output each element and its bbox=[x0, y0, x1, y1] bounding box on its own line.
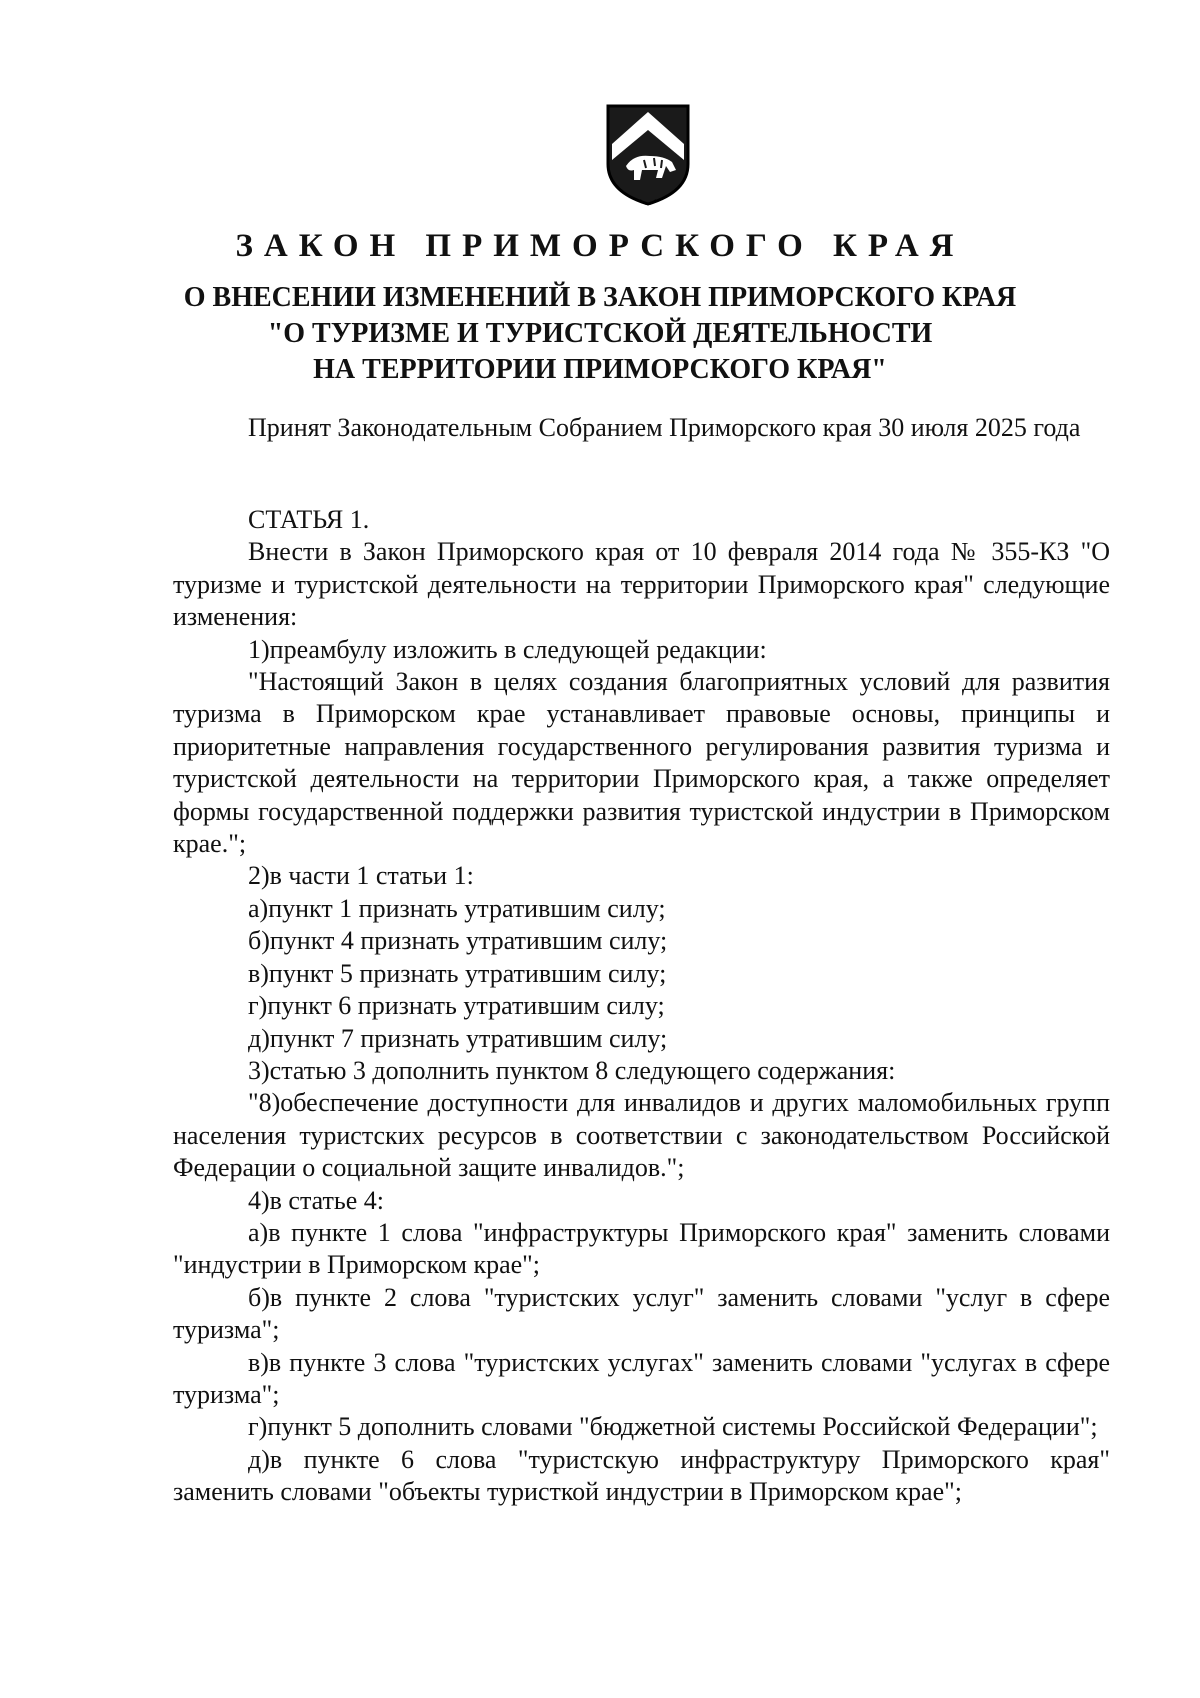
article-paragraph: а)пункт 1 признать утратившим силу; bbox=[248, 893, 666, 923]
coat-of-arms-icon bbox=[600, 100, 696, 208]
article-paragraph: д)в пункте 6 слова "туристскую инфраструктуру Приморского края" заменить словами "объекты туристкой индустрии в Приморском крае"; bbox=[173, 1444, 1110, 1507]
article-paragraph: в)пункт 5 признать утратившим силу; bbox=[248, 958, 667, 988]
article-paragraph: а)в пункте 1 слова "инфраструктуры Приморского края" заменить словами "индустрии в Приморском крае"; bbox=[173, 1217, 1110, 1280]
article-paragraph: "Настоящий Закон в целях создания благоприятных условий для развития туризма в Приморском крае устанавливает правовые основы, принципы и приоритетные направления государственного регулирования развития туризма и туристской деятельности на территории Приморского края, а также определяет формы государственной поддержки развития туристской индустрии в Приморском крае."; bbox=[173, 667, 1110, 859]
article-paragraph: г)пункт 5 дополнить словами "бюджетной системы Российской Федерации"; bbox=[248, 1412, 1098, 1442]
article-paragraph: 2)в части 1 статьи 1: bbox=[248, 861, 474, 891]
law-title: ЗАКОН ПРИМОРСКОГО КРАЯ bbox=[235, 228, 965, 264]
article-paragraph: 3)статью 3 дополнить пунктом 8 следующего содержания: bbox=[248, 1055, 896, 1085]
adoption-note: Принят Законодательным Собранием Приморского края 30 июля 2025 года bbox=[248, 413, 1081, 442]
article-paragraph: Внести в Закон Приморского края от 10 февраля 2014 года № 355-КЗ "О туризме и туристской деятельности на территории Приморского края" следующие изменения: bbox=[173, 537, 1110, 632]
article-paragraph: д)пункт 7 признать утратившим силу; bbox=[248, 1023, 668, 1053]
article-1 bbox=[173, 504, 1110, 1509]
article-paragraph: 1)преамбулу изложить в следующей редакции: bbox=[248, 634, 767, 664]
law-subtitle bbox=[0, 280, 1200, 388]
article-paragraph: г)пункт 6 признать утратившим силу; bbox=[248, 991, 665, 1021]
article-paragraph: в)в пункте 3 слова "туристских услугах" заменить словами "услугах в сфере туризма"; bbox=[173, 1347, 1110, 1409]
subtitle-line: НА ТЕРРИТОРИИ ПРИМОРСКОГО КРАЯ" bbox=[313, 354, 887, 385]
subtitle-line: О ВНЕСЕНИИ ИЗМЕНЕНИЙ В ЗАКОН ПРИМОРСКОГО КРАЯ bbox=[183, 282, 1017, 313]
article-paragraph: 4)в статье 4: bbox=[248, 1185, 385, 1215]
subtitle-line: "О ТУРИЗМЕ И ТУРИСТСКОЙ ДЕЯТЕЛЬНОСТИ bbox=[267, 318, 933, 349]
article-paragraph: "8)обеспечение доступности для инвалидов и других маломобильных групп населения туристских ресурсов в соответствии с законодательством Российской Федерации о социальной защите инвалидов."; bbox=[173, 1088, 1110, 1183]
adoption-note-block bbox=[173, 412, 1110, 444]
article-heading: СТАТЬЯ 1. bbox=[248, 505, 370, 534]
article-paragraph: б)пункт 4 признать утратившим силу; bbox=[248, 926, 668, 956]
article-paragraph: б)в пункте 2 слова "туристских услуг" заменить словами "услуг в сфере туризма"; bbox=[173, 1282, 1110, 1345]
